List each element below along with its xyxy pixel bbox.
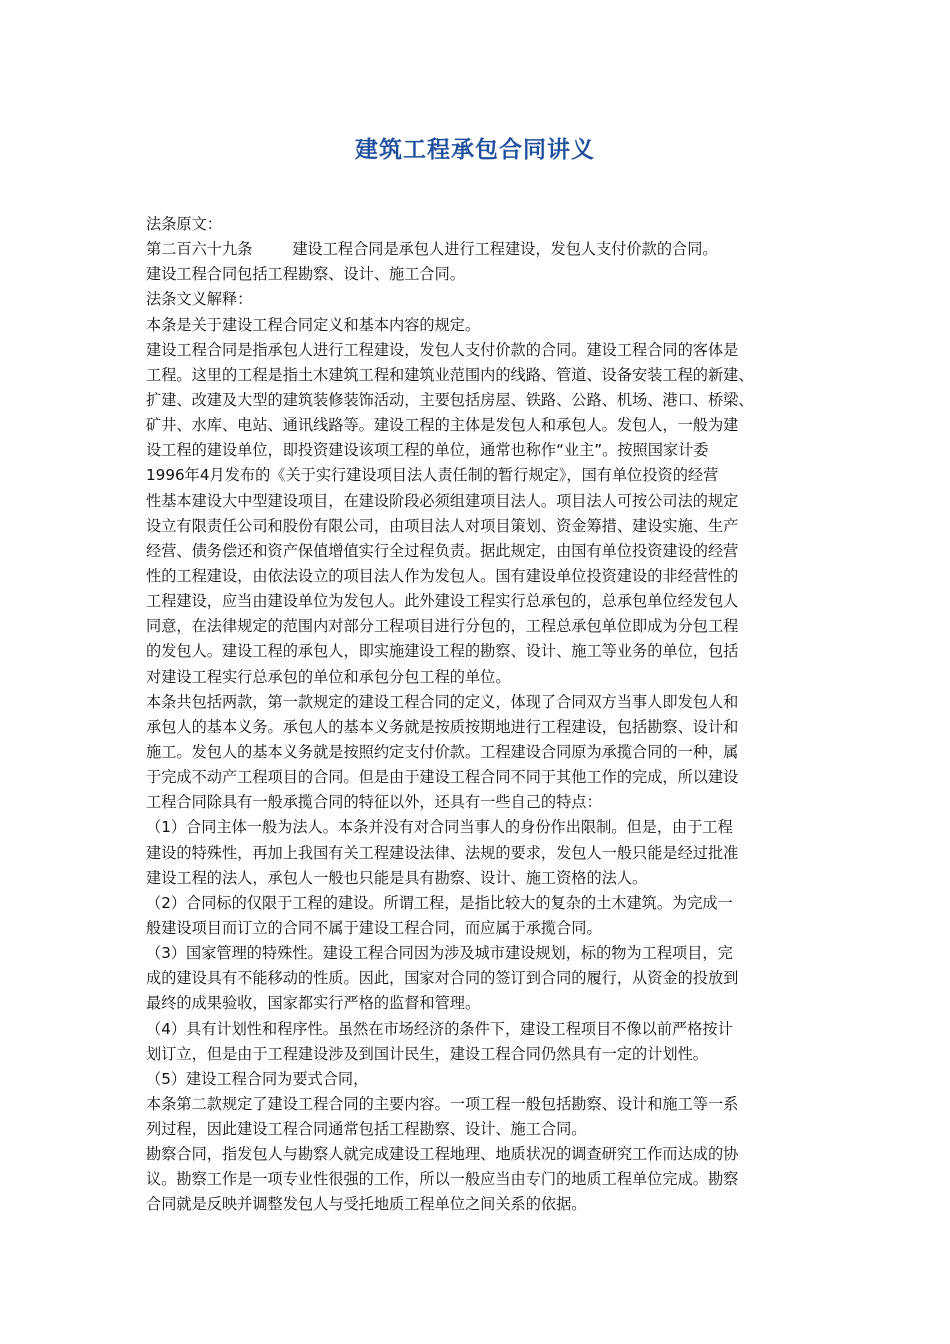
paragraph-line: 划订立，但是由于工程建设涉及到国计民生，建设工程合同仍然具有一定的计划性。 — [146, 1044, 708, 1063]
article-text: 建设工程合同是承包人进行工程建设，发包人支付价款的合同。 — [292, 240, 718, 259]
paragraph-line: 勘察合同，指发包人与勘察人就完成建设工程地理、地质状况的调查研究工作而达成的协 — [146, 1145, 739, 1164]
paragraph-line: （1）合同主体一般为法人。本条并没有对合同当事人的身份作出限制。但是，由于工程 — [146, 818, 733, 837]
paragraph-line: 本条共包括两款，第一款规定的建设工程合同的定义，体现了合同双方当事人即发包人和 — [146, 692, 739, 711]
paragraph-line: 承包人的基本义务。承包人的基本义务就是按质按期地进行工程建设，包括勘察、设计和 — [146, 717, 739, 736]
article-line — [146, 237, 806, 262]
paragraph-line: 1996年4月发布的《关于实行建设项目法人责任制的暂行规定》，国有单位投资的经营 — [146, 466, 719, 485]
article-number: 第二百六十九条 — [146, 240, 253, 259]
paragraph-line: 对建设工程实行总承包的单位和承包分包工程的单位。 — [146, 667, 511, 686]
paragraph-line: 性基本建设大中型建设项目，在建设阶段必须组建项目法人。项目法人可按公司法的规定 — [146, 491, 739, 510]
paragraph-line: 工程合同除具有一般承揽合同的特征以外，还具有一些自己的特点： — [146, 793, 602, 812]
paragraph-line: 本条第二款规定了建设工程合同的主要内容。一项工程一般包括勘察、设计和施工等一系 — [146, 1094, 739, 1113]
paragraph-line: 施工。发包人的基本义务就是按照约定支付价款。工程建设合同原为承揽合同的一种，属 — [146, 742, 739, 761]
paragraph-line: 设工程的建设单位，即投资建设该项工程的单位，通常也称作“业主”。按照国家计委 — [146, 441, 709, 460]
paragraph-line: 成的建设具有不能移动的性质。因此，国家对合同的签订到合同的履行，从资金的投放到 — [146, 969, 739, 988]
paragraph-line: 本条是关于建设工程合同定义和基本内容的规定。 — [146, 315, 481, 334]
paragraph-line: 矿井、水库、电站、通讯线路等。建设工程的主体是发包人和承包人。发包人，一般为建 — [146, 416, 739, 435]
paragraph-line: 列过程，因此建设工程合同通常包括工程勘察、设计、施工合同。 — [146, 1120, 587, 1139]
paragraph-line: （5）建设工程合同为要式合同， — [146, 1069, 369, 1088]
paragraph-line: 法条文义解释： — [146, 290, 253, 309]
paragraph-line: 性的工程建设，由依法设立的项目法人作为发包人。国有建设单位投资建设的非经营性的 — [146, 566, 739, 585]
paragraph-line: （4）具有计划性和程序性。虽然在市场经济的条件下，建设工程项目不像以前严格按计 — [146, 1019, 733, 1038]
paragraph-line: 建设工程的法人，承包人一般也只能是具有勘察、设计、施工资格的法人。 — [146, 868, 648, 887]
paragraph-line: （3）国家管理的特殊性。建设工程合同因为涉及城市建设规划，标的物为工程项目，完 — [146, 944, 733, 963]
paragraph-line: （2）合同标的仅限于工程的建设。所谓工程，是指比较大的复杂的土木建筑。为完成一 — [146, 893, 733, 912]
paragraph-line: 建设的特殊性，再加上我国有关工程建设法律、法规的要求，发包人一般只能是经过批准 — [146, 843, 739, 862]
paragraph-line: 同意，在法律规定的范围内对部分工程项目进行分包的，工程总承包单位即成为分包工程 — [146, 617, 739, 636]
document-title: 建筑工程承包合同讲义 — [355, 137, 595, 163]
paragraph-line: 法条原文： — [146, 215, 222, 233]
paragraph-line: 议。勘察工作是一项专业性很强的工作，所以一般应当由专门的地质工程单位完成。勘察 — [146, 1170, 739, 1189]
paragraph-line: 合同就是反映并调整发包人与受托地质工程单位之间关系的依据。 — [146, 1195, 587, 1214]
paragraph-line: 于完成不动产工程项目的合同。但是由于建设工程合同不同于其他工作的完成，所以建设 — [146, 768, 739, 787]
paragraph-line: 设立有限责任公司和股份有限公司，由项目法人对项目策划、资金筹措、建设实施、生产 — [146, 516, 739, 535]
paragraph-line: 建设工程合同包括工程勘察、设计、施工合同。 — [146, 265, 465, 284]
paragraph-line: 工程建设，应当由建设单位为发包人。此外建设工程实行总承包的，总承包单位经发包人 — [146, 592, 739, 611]
paragraph-line: 的发包人。建设工程的承包人，即实施建设工程的勘察、设计、施工等业务的单位，包括 — [146, 642, 739, 661]
paragraph-line: 建设工程合同是指承包人进行工程建设，发包人支付价款的合同。建设工程合同的客体是 — [146, 340, 739, 359]
paragraph-line: 扩建、改建及大型的建筑装修装饰活动，主要包括房屋、铁路、公路、机场、港口、桥梁、 — [146, 390, 754, 409]
paragraph-line: 工程。这里的工程是指土木建筑工程和建筑业范围内的线路、管道、设备安装工程的新建、 — [146, 365, 754, 384]
paragraph-line: 最终的成果验收，国家都实行严格的监督和管理。 — [146, 994, 481, 1013]
paragraph-line: 经营、债务偿还和资产保值增值实行全过程负责。据此规定，由国有单位投资建设的经营 — [146, 541, 739, 560]
document-body — [146, 212, 806, 1218]
paragraph-line: 般建设项目而订立的合同不属于建设工程合同，而应属于承揽合同。 — [146, 918, 602, 937]
